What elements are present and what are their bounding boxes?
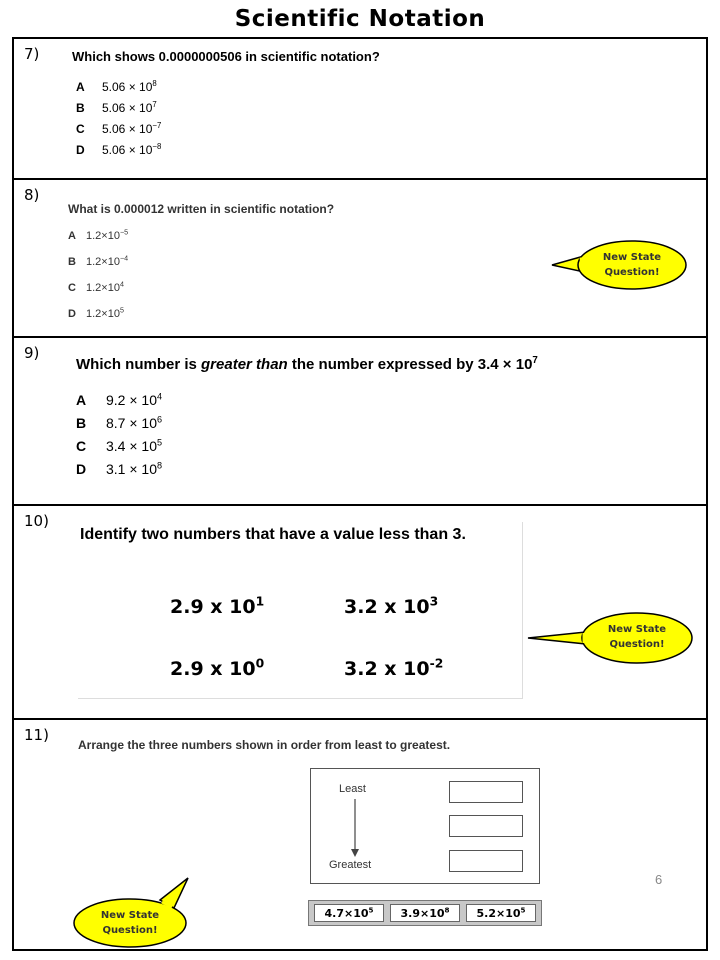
page-number: 6: [655, 872, 663, 887]
option-value: 3.1 × 10: [106, 461, 157, 477]
question-11-row: [14, 720, 706, 949]
answer-option-d[interactable]: [76, 143, 161, 157]
question-text: Which number is greater than the number expressed by $3.4 \times 10^7$: [76, 355, 538, 373]
option-letter: A: [76, 392, 87, 408]
least-label: Least: [339, 783, 366, 795]
answer-option-d[interactable]: [76, 461, 162, 477]
option-value: 1.2×10: [86, 230, 120, 242]
option-exponent: −7: [152, 121, 162, 130]
answer-slot-2[interactable]: [449, 815, 523, 837]
answer-slot-1[interactable]: [449, 781, 523, 803]
worksheet-table: [12, 37, 708, 951]
option-exponent: 4: [119, 280, 124, 289]
option-exponent: 6: [157, 414, 163, 425]
question-number: 10): [24, 512, 49, 530]
answer-option-b[interactable]: [76, 101, 157, 115]
option-value: 1.2×10: [86, 282, 120, 294]
question-10-panel: [78, 522, 523, 699]
option-value: 8.7 × 10: [106, 415, 157, 431]
answer-option-c[interactable]: [68, 282, 124, 294]
option-letter: C: [76, 122, 85, 136]
question-8-row: [14, 180, 706, 338]
option-letter: C: [76, 438, 87, 454]
answer-option-b[interactable]: [76, 415, 162, 431]
answer-option-a[interactable]: [76, 392, 162, 408]
option-exponent: 4: [157, 391, 163, 402]
option-value: 5.06 × 10: [102, 80, 153, 94]
question-number: 11): [24, 726, 49, 744]
number-choice[interactable]: 3.2 x $10^3$: [344, 594, 439, 618]
number-tile[interactable]: $3.9\times 10^8$: [390, 904, 460, 922]
option-letter: D: [76, 143, 85, 157]
option-value: 5.06 × 10: [102, 143, 153, 157]
answer-option-c[interactable]: [76, 438, 162, 454]
down-arrow-icon: [349, 799, 361, 859]
greatest-label: Greatest: [329, 859, 372, 871]
question-9-row: [14, 338, 706, 506]
option-value: 3.4 × 10: [106, 438, 157, 454]
option-exponent: −5: [119, 228, 129, 237]
option-exponent: 8: [157, 460, 163, 471]
answer-option-b[interactable]: [68, 256, 128, 268]
option-letter: D: [76, 461, 87, 477]
question-text: Which shows 0.0000000506 in scientific notation?: [72, 49, 380, 64]
option-value: 5.06 × 10: [102, 122, 153, 136]
option-exponent: 5: [157, 437, 163, 448]
number-tiles-tray: [308, 900, 542, 926]
option-letter: B: [76, 415, 87, 431]
answer-option-a[interactable]: [68, 230, 128, 242]
ordering-box: [310, 768, 540, 884]
question-text: Arrange the three numbers shown in order from least to greatest.: [78, 738, 451, 752]
option-exponent: 5: [119, 306, 124, 315]
option-exponent: 7: [152, 100, 157, 109]
number-tile[interactable]: $4.7\times 10^5$: [314, 904, 384, 922]
question-text: Identify two numbers that have a value less than 3.: [80, 526, 466, 543]
option-value: 1.2×10: [86, 308, 120, 320]
question-text: What is 0.000012 written in scientific notation?: [68, 202, 335, 216]
option-letter: B: [76, 101, 85, 115]
question-number: 7): [24, 45, 40, 63]
option-letter: D: [68, 308, 76, 320]
answer-option-d[interactable]: [68, 308, 124, 320]
question-10-row: [14, 506, 706, 720]
option-letter: C: [68, 282, 76, 294]
question-7-row: [14, 39, 706, 180]
number-choice[interactable]: 2.9 x $10^1$: [170, 594, 265, 618]
option-exponent: −4: [119, 254, 129, 263]
number-choice[interactable]: 3.2 x $10^{-2}$: [344, 656, 444, 680]
new-state-question-callout: [526, 610, 686, 666]
question-number: 9): [24, 344, 40, 362]
answer-slot-3[interactable]: [449, 850, 523, 872]
page-title: Scientific Notation: [234, 6, 486, 32]
number-choice[interactable]: 2.9 x $10^0$: [170, 656, 265, 680]
option-exponent: −8: [152, 142, 162, 151]
new-state-question-callout: [70, 838, 220, 950]
option-exponent: 8: [152, 79, 157, 88]
option-value: 9.2 × 10: [106, 392, 157, 408]
callout-text: New State Question!: [607, 624, 667, 650]
option-letter: A: [68, 230, 76, 242]
option-letter: A: [76, 80, 85, 94]
question-number: 8): [24, 186, 40, 204]
option-letter: B: [68, 256, 76, 268]
callout-text: New State Question!: [100, 910, 160, 936]
answer-option-a[interactable]: [76, 80, 157, 94]
emphasis-text: greater than: [201, 356, 288, 373]
option-value: 1.2×10: [86, 256, 120, 268]
callout-text: New State Question!: [602, 252, 662, 278]
number-tile[interactable]: $5.2\times 10^5$: [466, 904, 536, 922]
option-value: 5.06 × 10: [102, 101, 153, 115]
answer-option-c[interactable]: [76, 122, 161, 136]
new-state-question-callout: [550, 238, 690, 292]
